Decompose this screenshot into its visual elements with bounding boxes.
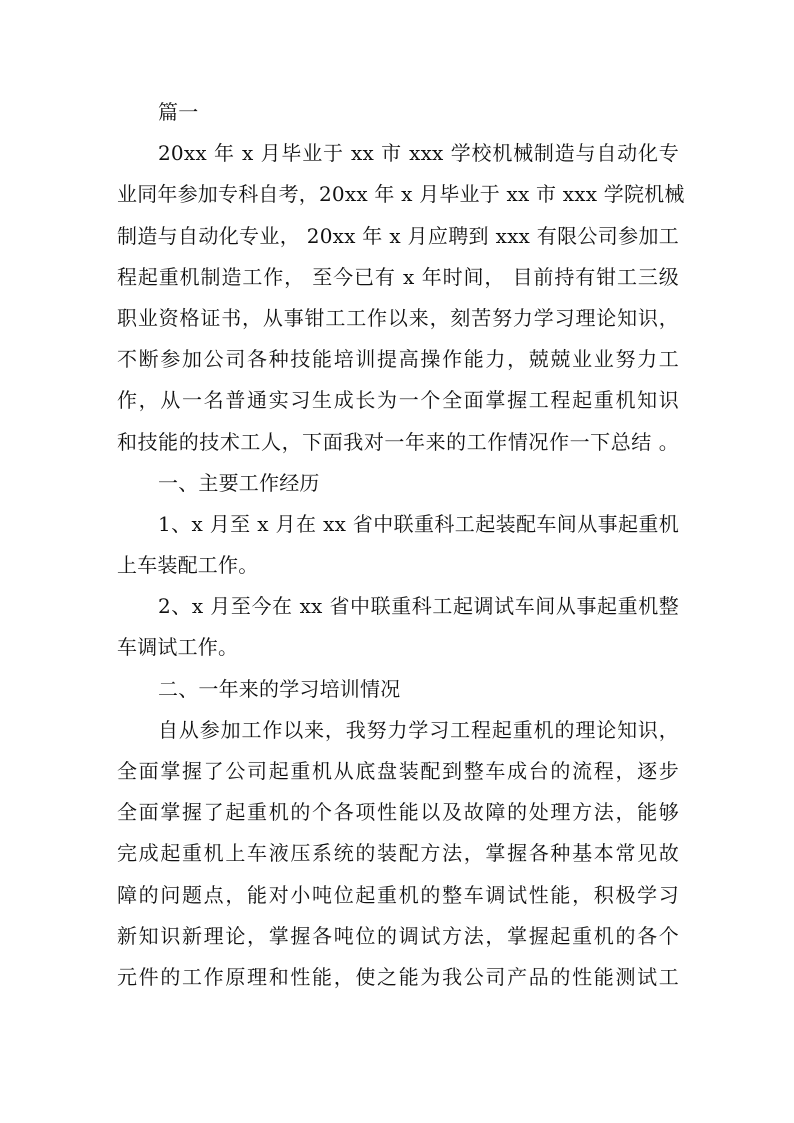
- paragraph-line: 职业资格证书，从事钳工工作以来，刻苦努力学习理论知识，: [117, 305, 679, 330]
- section-2-heading: 二、一年来的学习培训情况: [158, 676, 401, 701]
- paragraph-line: 元件的工作原理和性能，使之能为我公司产品的性能测试工: [117, 964, 679, 989]
- document-page: [117, 92, 685, 998]
- paragraph-line: 自从参加工作以来，我努力学习工程起重机的理论知识，: [158, 717, 679, 742]
- paragraph-line: 障的问题点，能对小吨位起重机的整车调试性能，积极学习: [117, 882, 679, 907]
- paragraph-line: 不断参加公司各种技能培训提高操作能力，兢兢业业努力工: [117, 347, 679, 372]
- section-1-heading: 一、主要工作经历: [158, 470, 320, 495]
- paragraph-line: 1、x 月至 x 月在 xx 省中联重科工起装配车间从事起重机: [158, 511, 679, 536]
- intro-paragraph: [117, 133, 685, 463]
- training-paragraph: [117, 710, 679, 998]
- paragraph-line: 程起重机制造工作， 至今已有 x 年时间， 目前持有钳工三级: [117, 264, 679, 289]
- work-item-1: [117, 504, 679, 586]
- paragraph-line: 作，从一名普通实习生成长为一个全面掌握工程起重机知识: [117, 388, 679, 413]
- document-heading: 篇一: [158, 100, 199, 124]
- paragraph-line: 20xx 年 x 月毕业于 xx 市 xxx 学校机械制造与自动化专: [158, 141, 679, 166]
- paragraph-line: 完成起重机上车液压系统的装配方法，掌握各种基本常见故: [117, 841, 679, 866]
- paragraph-line: 车调试工作。: [117, 635, 239, 660]
- paragraph-line: 全面掌握了公司起重机从底盘装配到整车成台的流程，逐步: [117, 759, 679, 783]
- paragraph-line: 业同年参加专科自考，20xx 年 x 月毕业于 xx 市 xxx 学院机械: [117, 182, 685, 207]
- work-item-2: [117, 586, 679, 668]
- paragraph-line: 和技能的技术工人，下面我对一年来的工作情况作一下总结 。: [117, 429, 679, 454]
- paragraph-line: 2、x 月至今在 xx 省中联重科工起调试车间从事起重机整: [158, 594, 679, 619]
- paragraph-line: 全面掌握了起重机的个各项性能以及故障的处理方法，能够: [117, 800, 679, 825]
- paragraph-line: 制造与自动化专业， 20xx 年 x 月应聘到 xxx 有限公司参加工: [117, 223, 679, 248]
- paragraph-line: 新知识新理论，掌握各吨位的调试方法，掌握起重机的各个: [117, 923, 679, 948]
- paragraph-line: 上车装配工作。: [117, 553, 259, 578]
